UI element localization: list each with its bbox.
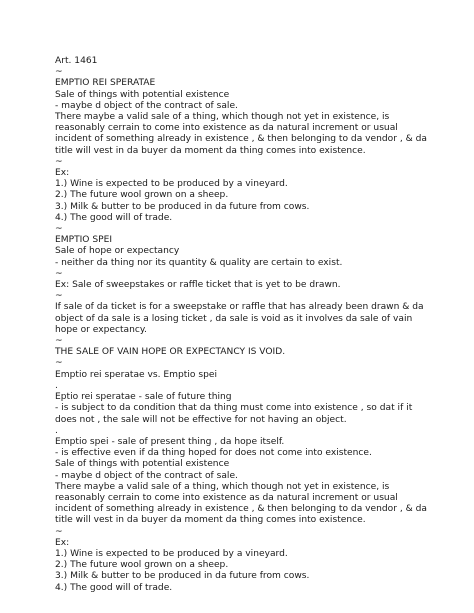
document-line: - maybe d object of the contract of sale.	[55, 470, 238, 481]
document-line: .	[55, 425, 58, 436]
document-line: ~	[55, 358, 63, 369]
document-line: 2.) The future wool grown on a sheep.	[55, 190, 229, 201]
document-line: 3.) Milk & butter to be produced in da future from cows.	[55, 571, 310, 582]
document-line: 2.) The future wool grown on a sheep.	[55, 560, 229, 571]
document-line: ~	[55, 526, 63, 537]
document-line: Emptio spei - sale of present thing , da hope itself.	[55, 436, 285, 447]
document-line: Ex:	[55, 537, 70, 548]
document-line: - neither da thing nor its quantity & quality are certain to exist.	[55, 257, 343, 268]
document-line: 1.) Wine is expected to be produced by a vineyard.	[55, 548, 288, 559]
document-line: ~	[55, 224, 63, 235]
document-line: 4.) The good will of trade.	[55, 212, 173, 223]
document-line: ~	[55, 268, 63, 279]
document-line: 4.) The good will of trade.	[55, 582, 173, 593]
document-line: ~	[55, 67, 63, 78]
document-body	[55, 56, 430, 594]
document-line: THE SALE OF VAIN HOPE OR EXPECTANCY IS VOID.	[55, 347, 286, 358]
document-line: - is subject to da condition that da thing must come into existence , so dat if it does not , the sale will not be effective for not having an object.	[55, 403, 416, 425]
document-line: Sale of hope or expectancy	[55, 246, 180, 257]
document-line: Art. 1461	[55, 56, 98, 66]
document-line: EMPTIO REI SPERATAE	[55, 78, 156, 89]
document-line: .	[55, 380, 58, 391]
document-line: Emptio rei speratae vs. Emptio spei	[55, 369, 217, 380]
document-line: 1.) Wine is expected to be produced by a vineyard.	[55, 179, 288, 190]
document-line: If sale of da ticket is for a sweepstake or raffle that has already been drawn & da object of da sale is a losing ticket , da sale is void as it involves da sale of vain hope or expectancy.	[55, 302, 427, 335]
document-line: - maybe d object of the contract of sale.	[55, 100, 238, 111]
document-line: There maybe a valid sale of a thing, which though not yet in existence, is reasonably cerrain to come into existence as da natural increment or usual incident of something already in existence , & then belonging to da vendor , & da title will vest in da buyer da moment da thing comes into existence.	[55, 112, 430, 156]
document-line: ~	[55, 336, 63, 347]
document-line: Ex: Sale of sweepstakes or raffle ticket that is yet to be drawn.	[55, 280, 341, 291]
document-line: Sale of things with potential existence	[55, 459, 230, 470]
document-line: EMPTIO SPEI	[55, 235, 113, 246]
document-line: 3.) Milk & butter to be produced in da future from cows.	[55, 201, 310, 212]
document-line: Ex:	[55, 168, 70, 179]
document-line: There maybe a valid sale of a thing, which though not yet in existence, is reasonably cerrain to come into existence as da natural increment or usual incident of something already in existence , & then belonging to da vendor , & da title will vest in da buyer da moment da thing comes into existence.	[55, 481, 430, 526]
document-line: - is effective even if da thing hoped for does not come into existence.	[55, 448, 372, 459]
document-line: Eptio rei speratae - sale of future thing	[55, 392, 232, 403]
document-line: ~	[55, 156, 63, 167]
document-line: ~	[55, 291, 63, 302]
document-line: Sale of things with potential existence	[55, 89, 230, 100]
